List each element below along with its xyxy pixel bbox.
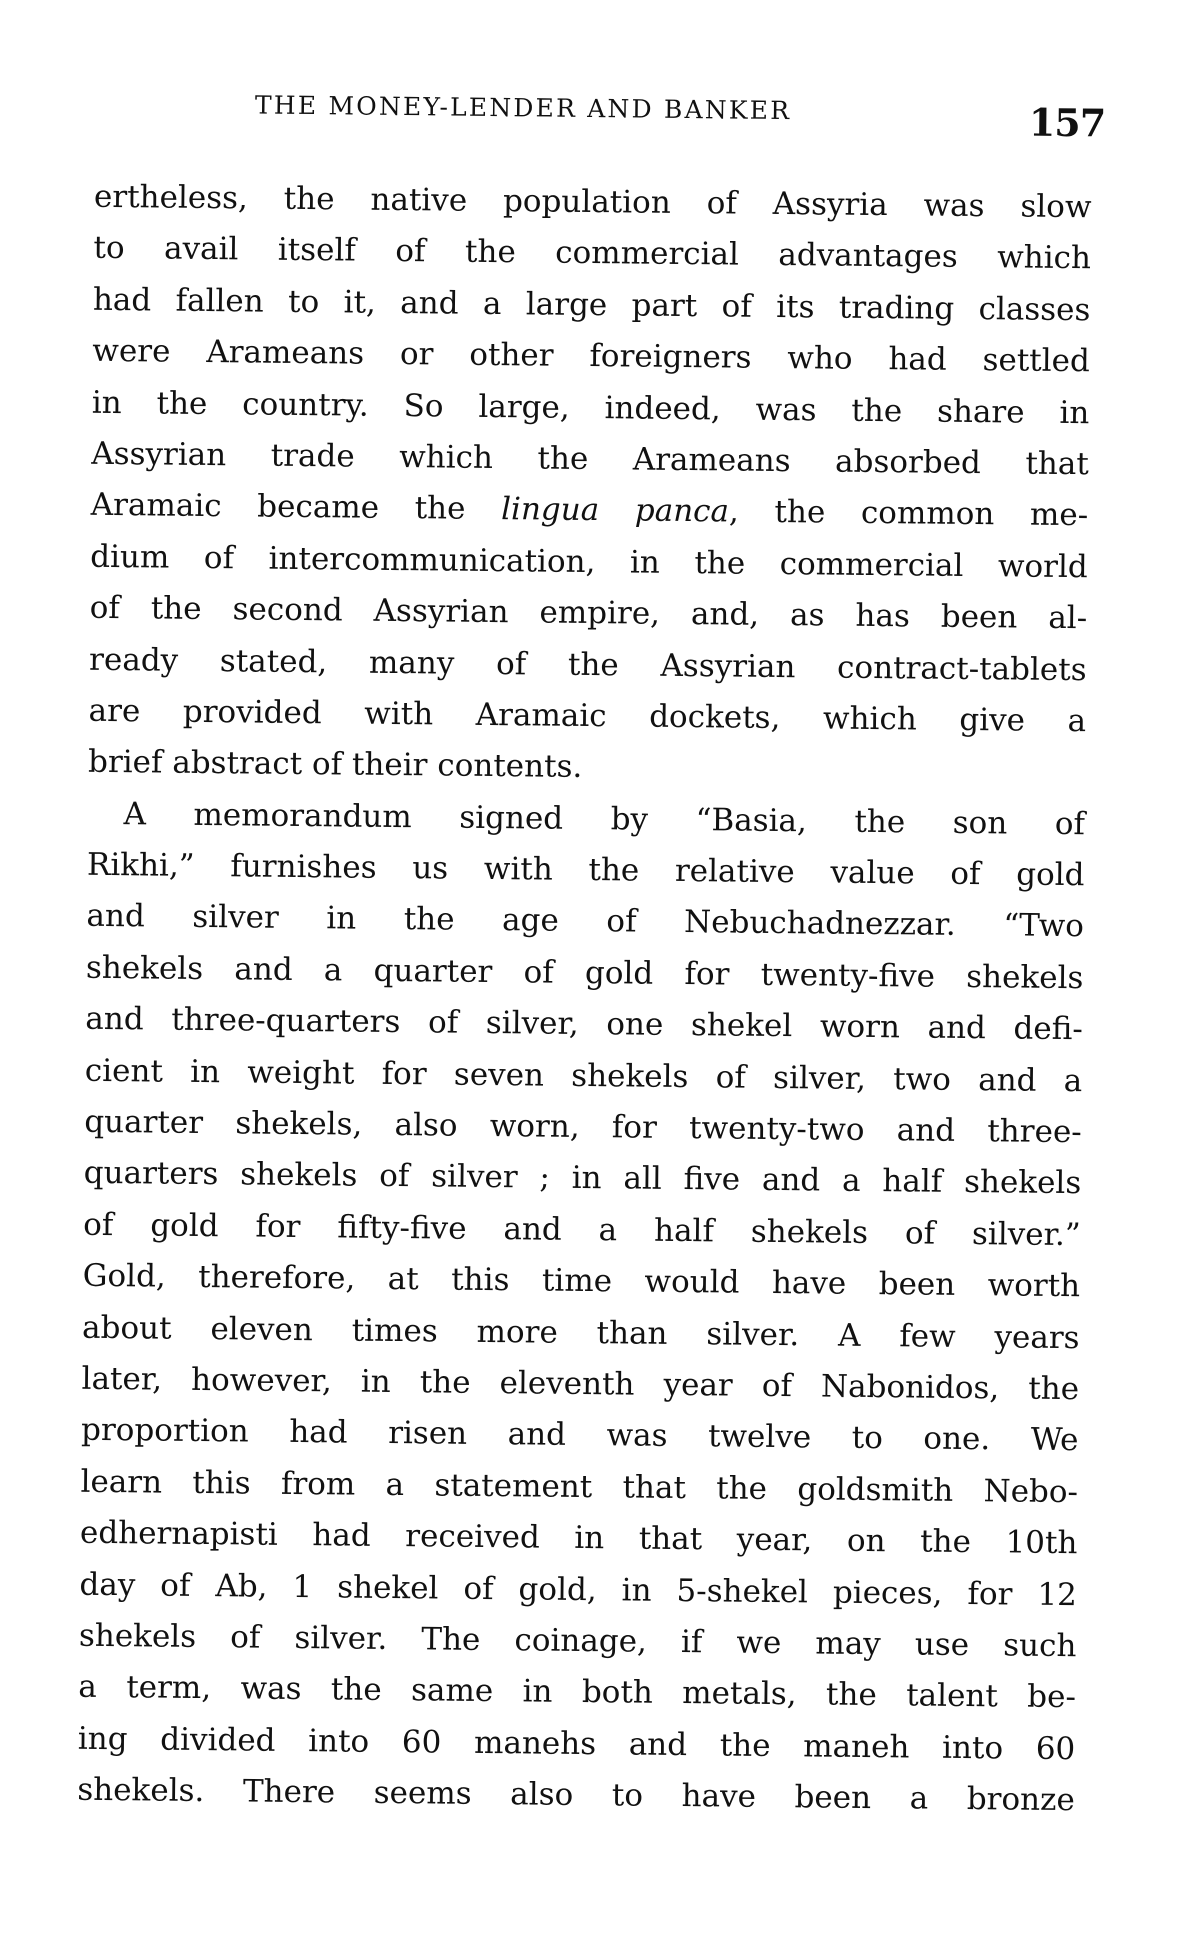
line-text: Rikhi,” furnishes us with the relative value of gold bbox=[86, 846, 1085, 894]
line-text: later, however, in the eleventh year of Nabonidos, the bbox=[81, 1360, 1080, 1408]
line-text: Aramaic became the bbox=[90, 487, 502, 528]
line-text: about eleven times more than silver. A few years bbox=[81, 1309, 1080, 1356]
line-text: of the second Assyrian empire, and, as has been al- bbox=[89, 589, 1088, 637]
text-line-content bbox=[77, 1765, 1075, 1827]
line-text: shekels of silver. The coinage, if we may use such bbox=[78, 1617, 1077, 1665]
line-text: A memorandum signed by “Basia, the son of bbox=[123, 795, 1086, 842]
body-text bbox=[77, 172, 1092, 1827]
line-text: cient in weight for seven shekels of silver, two and a bbox=[84, 1052, 1083, 1099]
line-text: dium of intercommunication, in the commercial world bbox=[90, 538, 1088, 585]
line-text: and three-quarters of silver, one shekel worn and defi- bbox=[85, 1001, 1084, 1048]
italic-phrase: lingua panca bbox=[500, 491, 730, 530]
page-number: 157 bbox=[1028, 99, 1106, 146]
line-text: a term, was the same in both metals, the talent be- bbox=[78, 1669, 1077, 1716]
line-text: ready stated, many of the Assyrian contract-tablets bbox=[88, 641, 1087, 688]
line-text: proportion had risen and was twelve to one. We bbox=[80, 1412, 1079, 1459]
line-text: were Arameans or other foreigners who had settled bbox=[92, 332, 1091, 380]
line-text: of gold for fifty-five and a half shekels of silver.” bbox=[83, 1206, 1081, 1254]
line-text: day of Ab, 1 shekel of gold, in 5-shekel pieces, for 12 bbox=[79, 1566, 1078, 1613]
line-text: and silver in the age of Nebuchadnezzar. “Two bbox=[86, 898, 1085, 945]
line-text: to avail itself of the commercial advantages which bbox=[93, 230, 1092, 277]
text-line-content bbox=[88, 737, 583, 794]
line-text: shekels. There seems also to have been a bronze bbox=[77, 1771, 1075, 1819]
line-text: quarter shekels, also worn, for twenty-two and three- bbox=[84, 1103, 1082, 1151]
line-text: in the country. So large, indeed, was the share in bbox=[91, 384, 1090, 431]
line-text: learn this from a statement that the goldsmith Nebo- bbox=[80, 1463, 1079, 1510]
line-text: are provided with Aramaic dockets, which give a bbox=[88, 692, 1087, 740]
text-line bbox=[77, 1765, 1075, 1827]
line-text: ertheless, the native population of Assyria was slow bbox=[93, 178, 1092, 226]
line-text: quarters shekels of silver ; in all five and a half shekels bbox=[83, 1155, 1082, 1202]
line-text: had fallen to it, and a large part of its trading classes bbox=[92, 281, 1091, 329]
line-text: Assyrian trade which the Arameans absorbed that bbox=[91, 435, 1089, 483]
line-text: edhernapisti had received in that year, on the 10th bbox=[79, 1514, 1078, 1562]
running-title: THE MONEY-LENDER AND BANKER bbox=[254, 90, 792, 126]
line-text: Gold, therefore, at this time would have been worth bbox=[82, 1257, 1081, 1305]
line-text-continued: , the common me- bbox=[728, 493, 1089, 534]
line-text: shekels and a quarter of gold for twenty-five shekels bbox=[85, 949, 1084, 997]
line-text: ing divided into 60 manehs and the maneh into 60 bbox=[77, 1720, 1076, 1767]
line-text: brief abstract of their contents. bbox=[87, 744, 583, 786]
